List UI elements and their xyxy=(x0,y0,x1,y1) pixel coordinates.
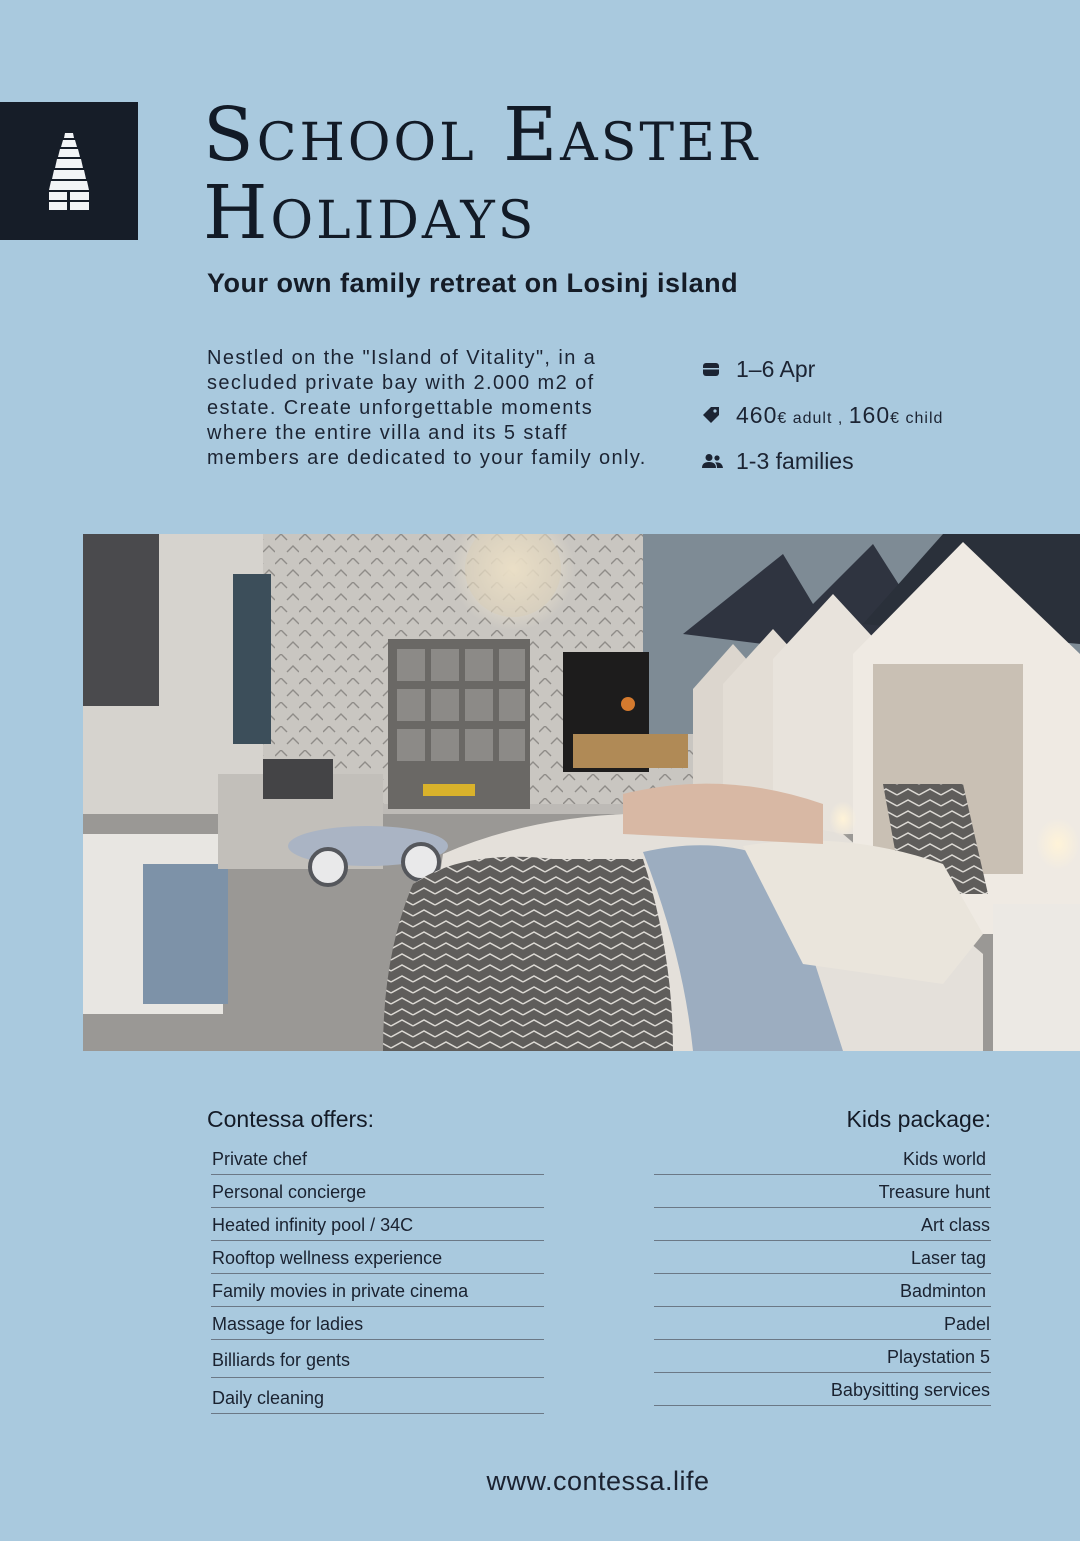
calendar-icon xyxy=(702,361,724,377)
list-item: Kids world xyxy=(654,1142,991,1175)
list-item: Rooftop wellness experience xyxy=(211,1241,544,1274)
title-line-1: School Easter xyxy=(203,92,761,178)
list-item: Badminton xyxy=(654,1274,991,1307)
dates-text: 1–6 Apr xyxy=(736,355,816,382)
list-item: Treasure hunt xyxy=(654,1175,991,1208)
list-item: Personal concierge xyxy=(211,1175,544,1208)
price-adult-value: 460 xyxy=(736,401,778,428)
fact-dates xyxy=(702,346,943,392)
fact-price xyxy=(702,392,943,438)
kids-package-list xyxy=(654,1142,991,1406)
list-item: Babysitting services xyxy=(654,1373,991,1406)
website-link[interactable]: www.contessa.life xyxy=(486,1466,710,1496)
price-separator: , xyxy=(832,409,849,427)
price-child-unit: € child xyxy=(890,409,944,427)
price-tag-icon xyxy=(702,406,724,424)
title-line-2: Holidays xyxy=(203,170,537,256)
logo-box xyxy=(0,102,138,240)
ship-logo-icon xyxy=(45,129,93,213)
list-item: Playstation 5 xyxy=(654,1340,991,1373)
list-item: Daily cleaning xyxy=(211,1378,544,1414)
list-item: Massage for ladies xyxy=(211,1307,544,1340)
people-icon xyxy=(702,453,724,469)
contessa-offers-heading: Contessa offers: xyxy=(207,1106,375,1132)
facts-list xyxy=(702,346,943,484)
list-item: Padel xyxy=(654,1307,991,1340)
list-item: Art class xyxy=(654,1208,991,1241)
page-title xyxy=(203,92,761,256)
list-item: Family movies in private cinema xyxy=(211,1274,544,1307)
price-adult-unit: € adult xyxy=(777,409,833,427)
kids-package-heading: Kids package: xyxy=(846,1106,991,1132)
list-item: Heated infinity pool / 34C xyxy=(211,1208,544,1241)
subtitle: Your own family retreat on Losinj island xyxy=(207,268,739,298)
families-text: 1-3 families xyxy=(736,447,854,474)
intro-text: Nestled on the "Island of Vitality", in a secluded private bay with 2.000 m2 of estate. Create unforgettable moments where the entire villa and its 5 staff members are dedicated to your family only. xyxy=(207,347,647,469)
list-item: Billiards for gents xyxy=(211,1340,544,1378)
kids-bedroom-photo xyxy=(83,534,1080,1051)
list-item: Private chef xyxy=(211,1142,544,1175)
list-item: Laser tag xyxy=(654,1241,991,1274)
price-child-value: 160 xyxy=(848,401,891,428)
fact-families xyxy=(702,438,943,484)
contessa-offers-list xyxy=(211,1142,544,1414)
